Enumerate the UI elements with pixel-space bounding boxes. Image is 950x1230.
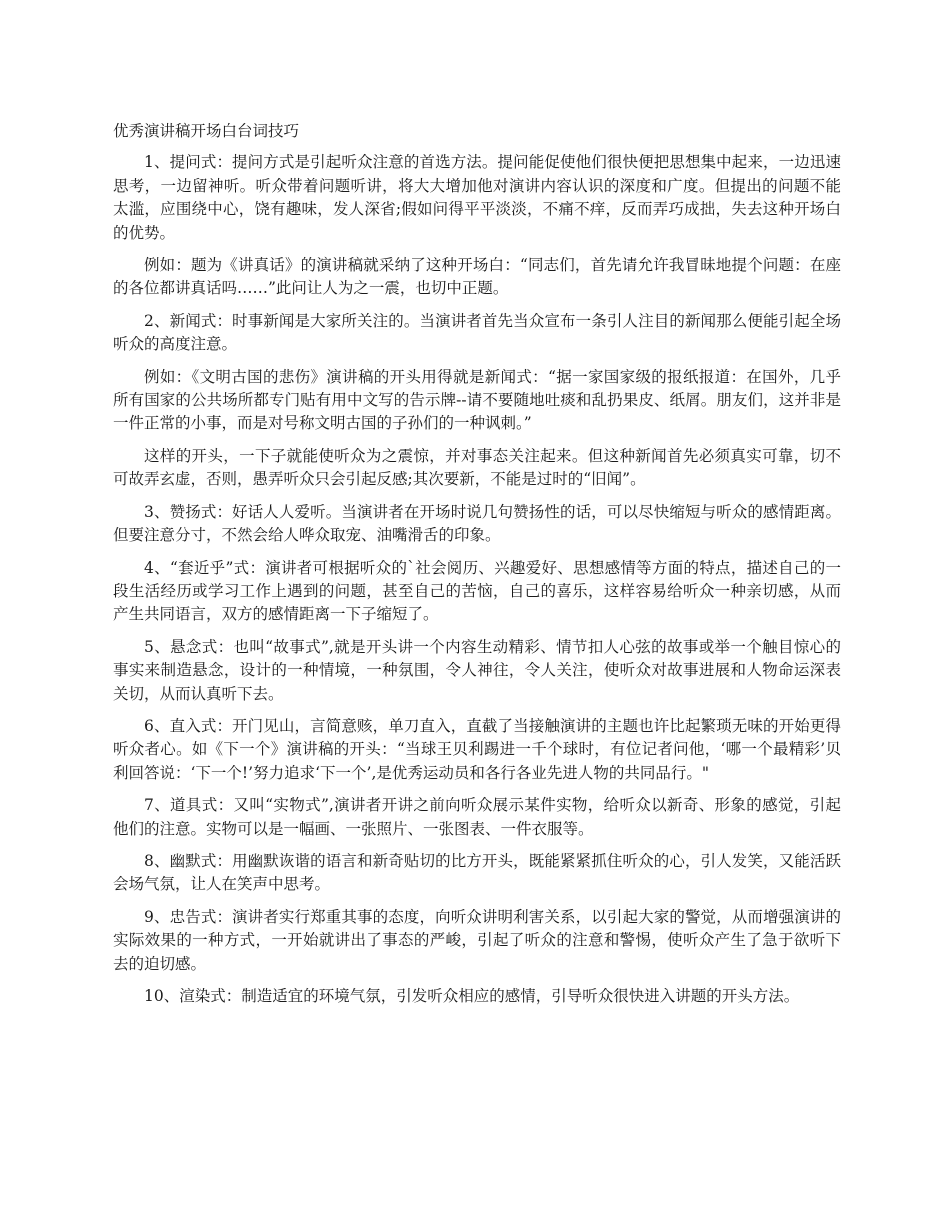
paragraph-news: 2、新闻式：时事新闻是大家所关注的。当演讲者首先当众宣布一条引人注目的新闻那么便能引起全场听众的高度注意。 xyxy=(113,311,841,354)
paragraph-direct: 6、直入式：开门见山，言简意赅，单刀直入，直截了当接触演讲的主题也许比起繁琐无味的开始更得听众者心。如《下一个》演讲稿的开头：“当球王贝利踢进一千个球时，有位记者问他，‘哪一个最精彩’贝利回答说：‘下一个!’努力追求‘下一个’,是优秀运动员和各行各业先进人物的共同品行。" xyxy=(113,716,841,782)
document-title: 优秀演讲稿开场白台词技巧 xyxy=(113,122,300,140)
paragraph-suspense: 5、悬念式：也叫“故事式”,就是开头讲一个内容生动精彩、情节扣人心弦的故事或举一个触目惊心的事实来制造悬念，设计的一种情境，一种氛围，令人神往，令人关注，使听众对故事进展和人物命运深表关切，从而认真听下去。 xyxy=(113,637,841,703)
document-page xyxy=(113,120,841,1017)
paragraph-questioning: 1、提问式：提问方式是引起听众注意的首选方法。提问能促使他们很快便把思想集中起来，一边迅速思考，一边留神听。听众带着问题听讲，将大大增加他对演讲内容认识的深度和广度。但提出的问题不能太滥，应围绕中心，饶有趣味，发人深省;假如问得平平淡淡，不痛不痒，反而弄巧成拙，失去这种开场白的优势。 xyxy=(113,153,841,242)
paragraph-props: 7、道具式：又叫“实物式”,演讲者开讲之前向听众展示某件实物，给听众以新奇、形象的感觉，引起他们的注意。实物可以是一幅画、一张照片、一张图表、一件衣服等。 xyxy=(113,796,841,838)
paragraph-questioning-example: 例如：题为《讲真话》的演讲稿就采纳了这种开场白：“同志们，首先请允许我冒昧地提个问题：在座的各位都讲真话吗……”此问让人为之一震，也切中正题。 xyxy=(113,256,841,298)
paragraph-atmosphere: 10、渲染式：制造适宜的环境气氛，引发听众相应的感情，引导听众很快进入讲题的开头方法。 xyxy=(144,987,800,1005)
paragraph-praise: 3、赞扬式：好话人人爱听。当演讲者在开场时说几句赞扬性的话，可以尽快缩短与听众的感情距离。但要注意分寸，不然会给人哗众取宠、油嘴滑舌的印象。 xyxy=(113,502,841,545)
paragraph-news-comment: 这样的开头，一下子就能使听众为之震惊，并对事态关注起来。但这种新闻首先必须真实可靠，切不可故弄玄虚，否则，愚弄听众只会引起反感;其次要新，不能是过时的“旧闻”。 xyxy=(113,446,841,489)
paragraph-humor: 8、幽默式：用幽默诙谐的语言和新奇贴切的比方开头，既能紧紧抓住听众的心，引人发笑，又能活跃会场气氛，让人在笑声中思考。 xyxy=(113,851,841,894)
paragraph-news-example: 例如：《文明古国的悲伤》演讲稿的开头用得就是新闻式：“据一家国家级的报纸报道：在国外，几乎所有国家的公共场所都专门贴有用中文写的告示牌--请不要随地吐痰和乱扔果皮、纸屑。朋友们，这并非是一件正常的小事，而是对号称文明古国的子孙们的一种讽刺。” xyxy=(113,367,841,433)
paragraph-rapport: 4、“套近乎”式：演讲者可根据听众的`社会阅历、兴趣爱好、思想感情等方面的特点，描述自己的一段生活经历或学习工作上遇到的问题，甚至自己的苦恼，自己的喜乐，这样容易给听众一种亲切感，从而产生共同语言，双方的感情距离一下子缩短了。 xyxy=(113,558,841,624)
paragraph-advice: 9、忠告式：演讲者实行郑重其事的态度，向听众讲明利害关系，以引起大家的警觉，从而增强演讲的实际效果的一种方式，一开始就讲出了事态的严峻，引起了听众的注意和警惕，使听众产生了急于欲听下去的迫切感。 xyxy=(113,907,841,973)
